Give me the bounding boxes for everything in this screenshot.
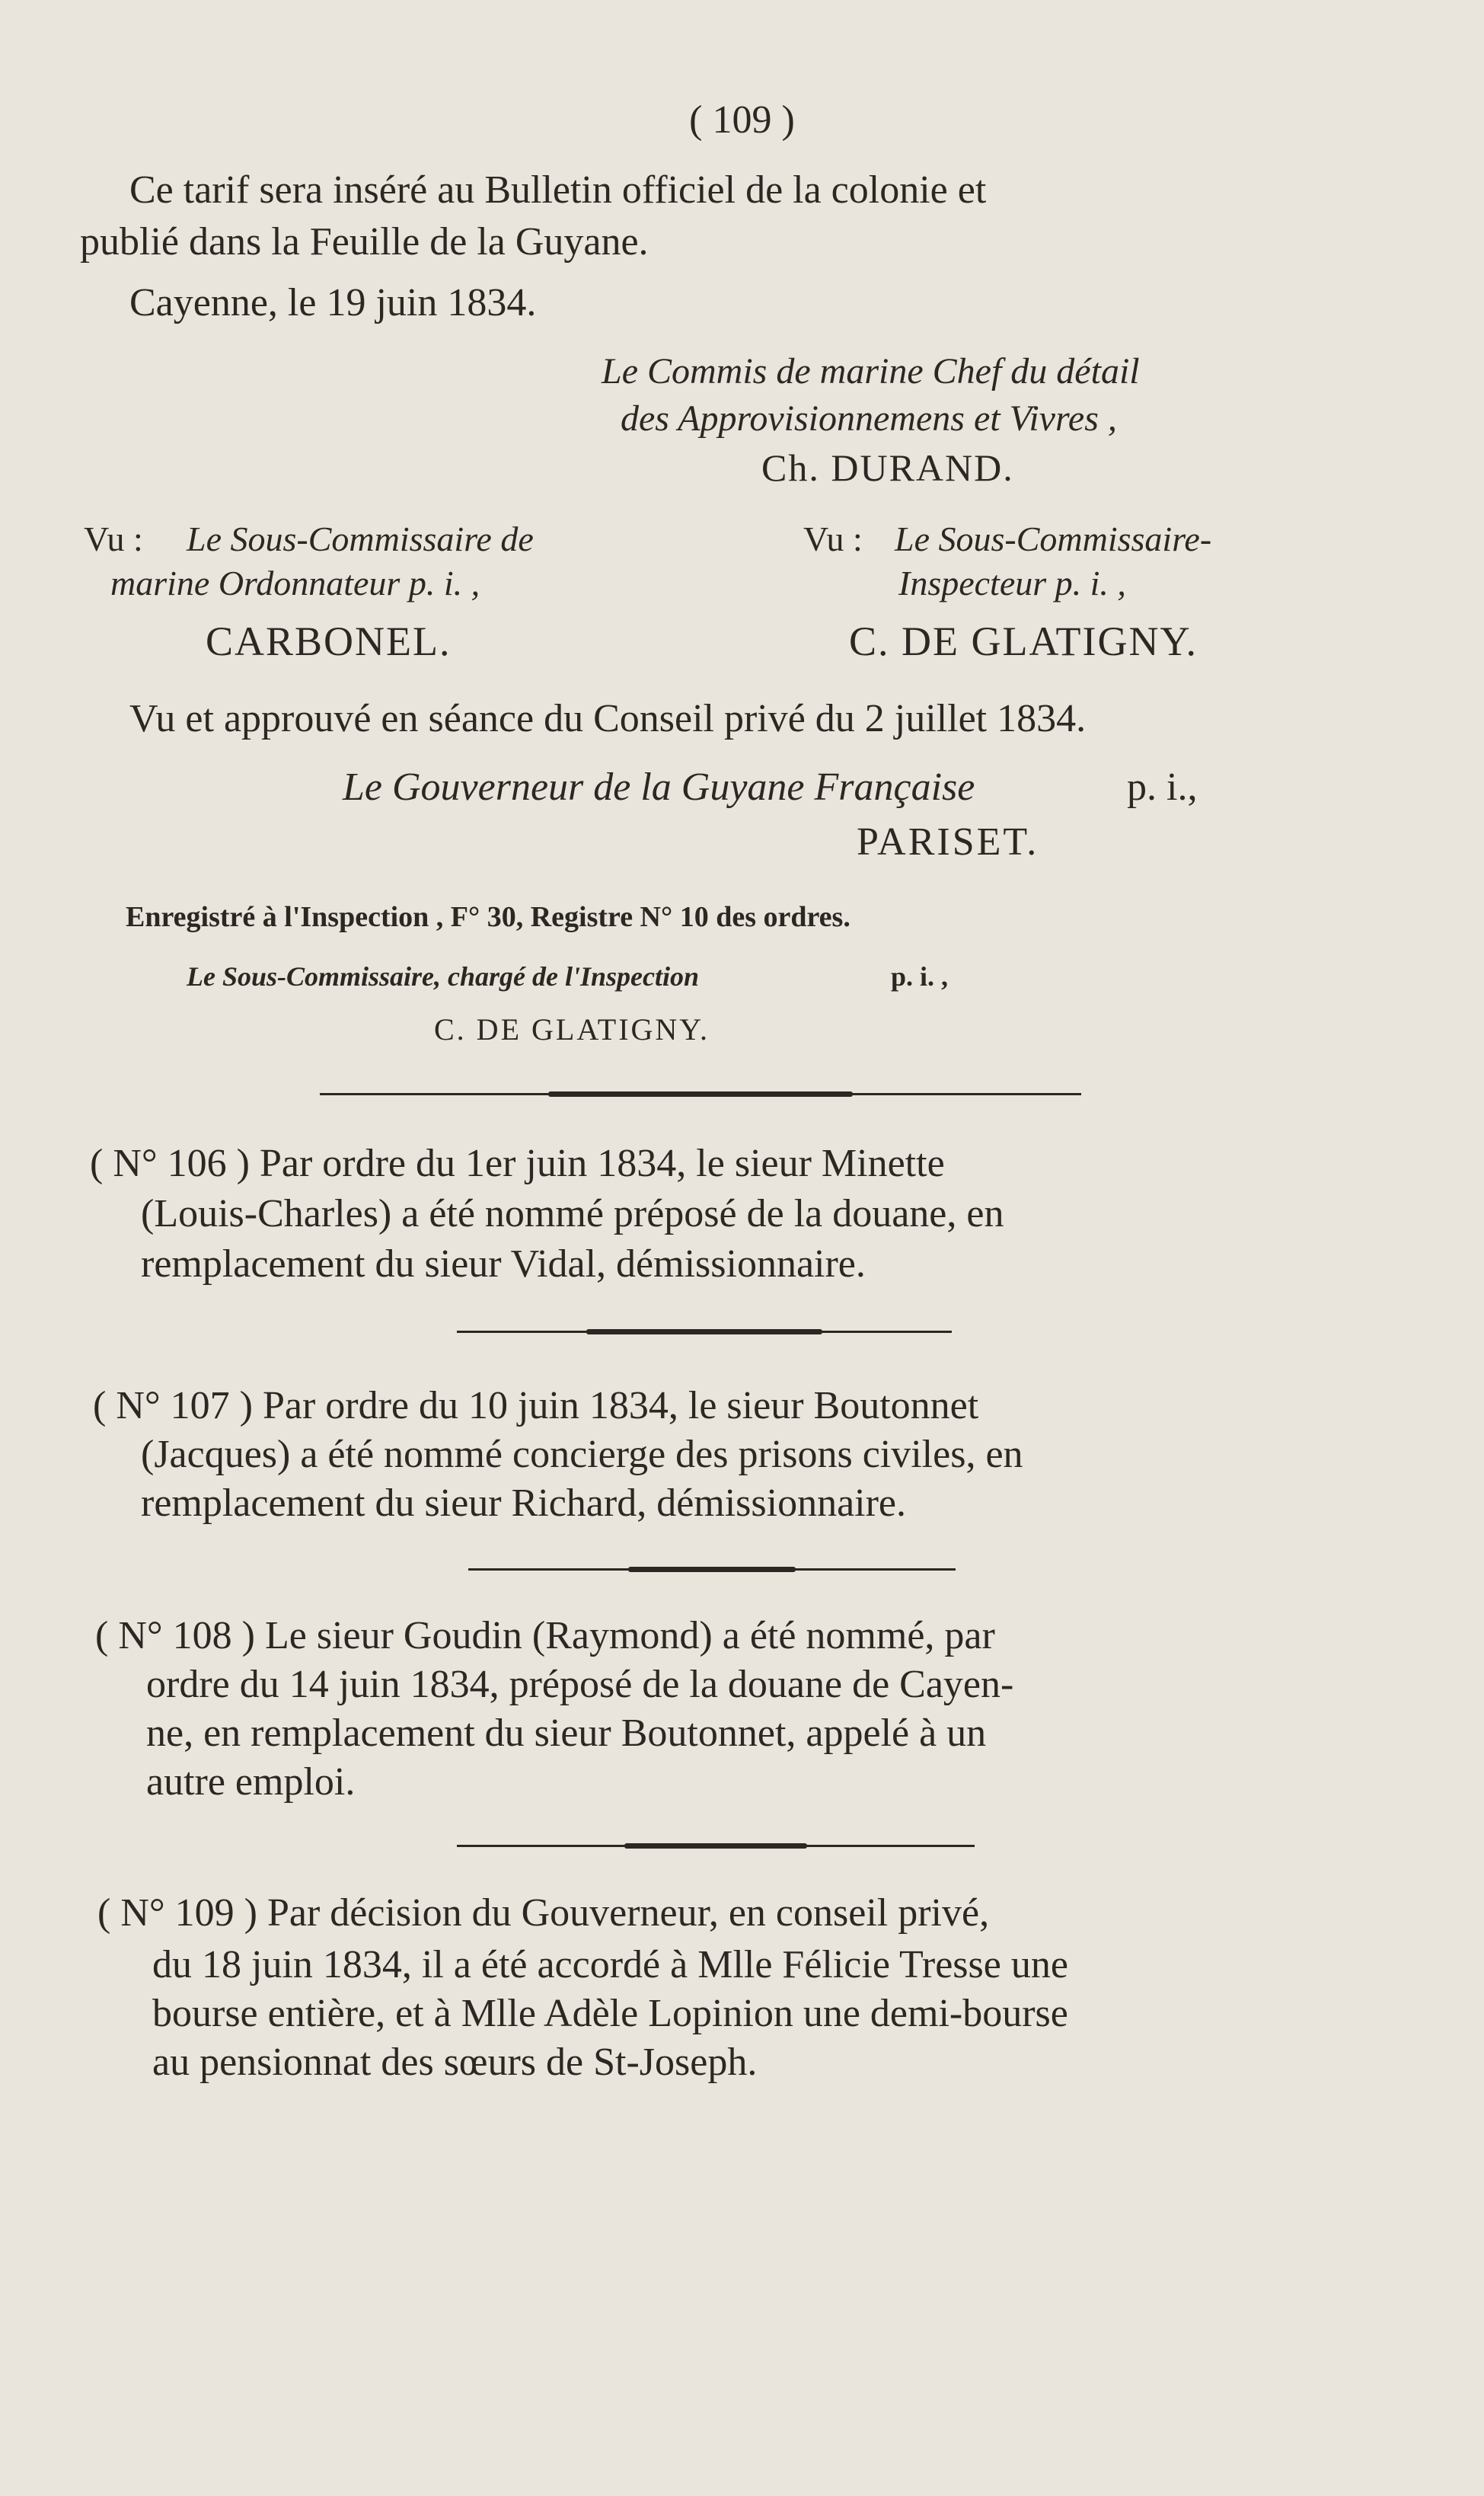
vu-left-line-1: Le Sous-Commissaire de: [187, 519, 534, 558]
governor-name: PARISET.: [857, 820, 1039, 864]
registration-name: C. DE GLATIGNY.: [434, 1012, 710, 1047]
intro-line-1: Ce tarif sera inséré au Bulletin officiel de la colonie et: [129, 168, 987, 212]
entry-109-line-4: au pensionnat des sœurs de St-Joseph.: [152, 2041, 758, 2084]
vu-right-prefix: Vu :: [803, 519, 863, 558]
vu-left-line-2: marine Ordonnateur p. i. ,: [110, 564, 480, 602]
entry-107-line-3: remplacement du sieur Richard, démissionnaire.: [141, 1481, 907, 1525]
page-number: ( 109 ): [689, 98, 795, 142]
dateline: Cayenne, le 19 juin 1834.: [129, 281, 537, 324]
commis-name: Ch. DURAND.: [761, 446, 1014, 489]
entry-109-line-1: ( N° 109 ) Par décision du Gouverneur, en conseil privé,: [97, 1891, 990, 1935]
registration-role: Le Sous-Commissaire, chargé de l'Inspection: [187, 961, 700, 992]
vu-left-prefix: Vu :: [84, 519, 143, 558]
entry-107-line-1: ( N° 107 ) Par ordre du 10 juin 1834, le sieur Boutonnet: [93, 1384, 979, 1427]
separator-rule: [468, 1568, 956, 1571]
entry-109-line-3: bourse entière, et à Mlle Adèle Lopinion une demi-bourse: [152, 1992, 1068, 2035]
vu-right-name: C. DE GLATIGNY.: [849, 618, 1198, 664]
separator-rule: [457, 1331, 952, 1333]
entry-108-line-1: ( N° 108 ) Le sieur Goudin (Raymond) a été nommé, par: [95, 1614, 995, 1657]
vu-right-line-2: Inspecteur p. i. ,: [898, 564, 1126, 602]
vu-right-line-1: Le Sous-Commissaire-: [895, 519, 1212, 558]
entry-106-line-2: (Louis-Charles) a été nommé préposé de la douane, en: [141, 1192, 1004, 1235]
vu-left-name: CARBONEL.: [206, 618, 452, 664]
registration-line: Enregistré à l'Inspection , F° 30, Registre N° 10 des ordres.: [126, 901, 851, 933]
entry-108-line-3: ne, en remplacement du sieur Boutonnet, appelé à un: [146, 1711, 987, 1755]
entry-108-line-4: autre emploi.: [146, 1760, 356, 1804]
commis-line-1: Le Commis de marine Chef du détail: [602, 351, 1140, 391]
entry-107-line-2: (Jacques) a été nommé concierge des prisons civiles, en: [141, 1433, 1023, 1476]
intro-line-2: publié dans la Feuille de la Guyane.: [80, 220, 649, 264]
entry-106-line-3: remplacement du sieur Vidal, démissionnaire.: [141, 1242, 866, 1286]
entry-109-line-2: du 18 juin 1834, il a été accordé à Mlle Félicie Tresse une: [152, 1943, 1068, 1986]
approval-line: Vu et approuvé en séance du Conseil privé du 2 juillet 1834.: [129, 697, 1087, 740]
governor-title: Le Gouverneur de la Guyane Française: [343, 765, 975, 809]
governor-suffix: p. i.,: [1127, 765, 1198, 809]
commis-line-2: des Approvisionnemens et Vivres ,: [621, 398, 1117, 439]
entry-106-line-1: ( N° 106 ) Par ordre du 1er juin 1834, le sieur Minette: [90, 1142, 945, 1185]
separator-rule: [457, 1845, 975, 1847]
ornamental-rule: [320, 1093, 1081, 1095]
entry-108-line-2: ordre du 14 juin 1834, préposé de la douane de Cayen-: [146, 1663, 1014, 1706]
registration-role-suffix: p. i. ,: [891, 961, 949, 992]
